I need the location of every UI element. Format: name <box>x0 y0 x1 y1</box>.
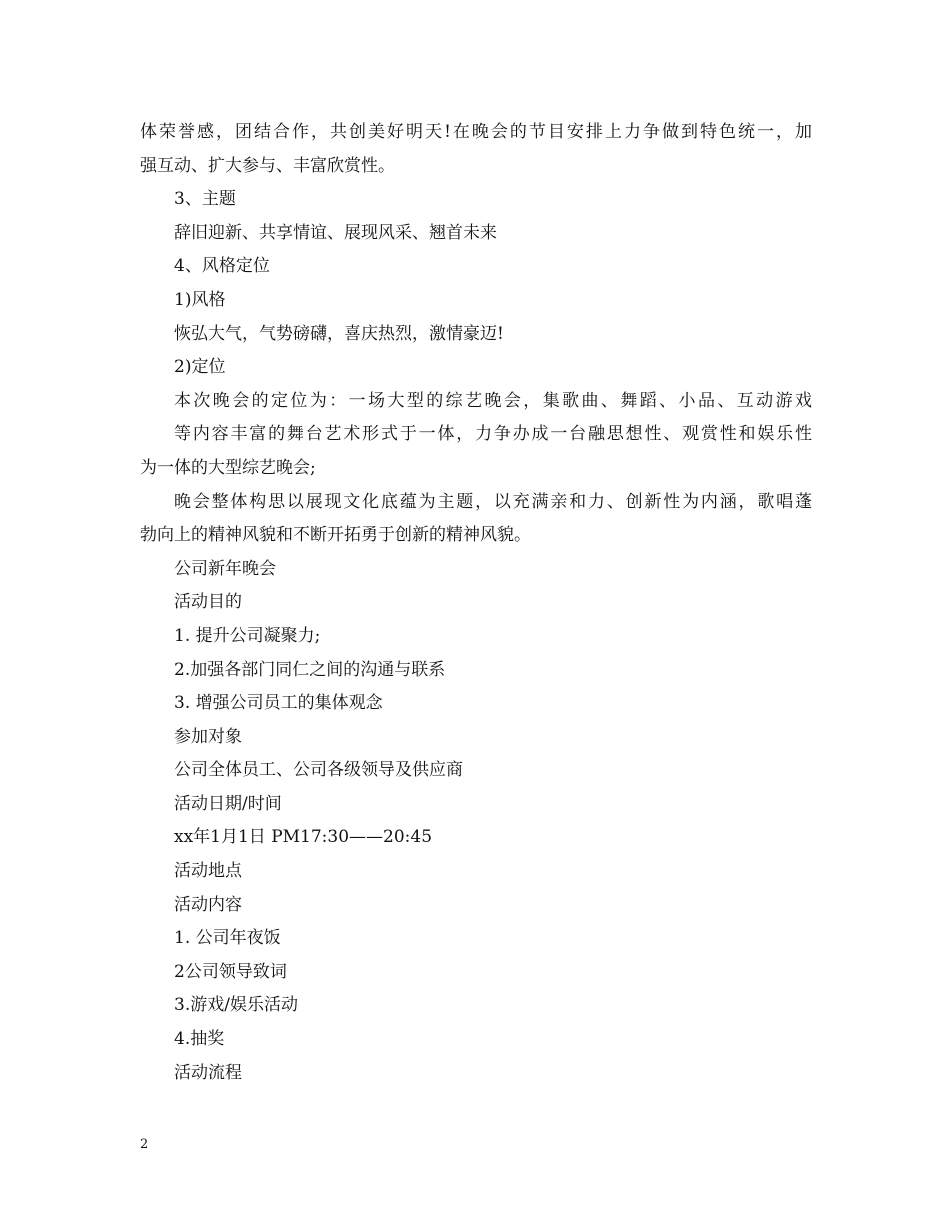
list-item: 2公司领导致词 <box>174 961 287 982</box>
section-heading: 活动流程 <box>174 1062 242 1083</box>
paragraph-line: 晚会整体构思以展现文化底蕴为主题，以充满亲和力、创新性为内涵，歌唱蓬 <box>174 491 812 512</box>
section-heading: 参加对象 <box>174 726 242 747</box>
paragraph-line: 恢弘大气，气势磅礴，喜庆热烈，激情豪迈! <box>174 323 504 344</box>
paragraph-line: 公司全体员工、公司各级领导及供应商 <box>174 760 463 781</box>
list-item: 4.抽奖 <box>174 1029 225 1050</box>
subsection-heading: 2)定位 <box>174 357 226 378</box>
subsection-heading: 1)风格 <box>174 289 226 310</box>
paragraph-line: 本次晚会的定位为：一场大型的综艺晚会，集歌曲、舞蹈、小品、互动游戏 <box>174 390 812 411</box>
list-item: 3.游戏/娱乐活动 <box>174 995 298 1016</box>
section-heading: 4、风格定位 <box>174 256 270 277</box>
document-body <box>140 116 812 1090</box>
paragraph-line: 等内容丰富的舞台艺术形式于一体，力争办成一台融思想性、观赏性和娱乐性 <box>174 424 812 445</box>
section-heading: 活动目的 <box>174 592 242 613</box>
page-number: 2 <box>140 1137 149 1152</box>
paragraph-line: 勃向上的精神风貌和不断开拓勇于创新的精神风貌。 <box>140 525 531 546</box>
list-item: 1. 公司年夜饭 <box>174 928 281 949</box>
section-heading: 3、主题 <box>174 189 236 210</box>
section-heading: 活动地点 <box>174 861 242 882</box>
paragraph-line: 为一体的大型综艺晚会; <box>140 457 316 478</box>
section-heading: 活动内容 <box>174 894 242 915</box>
paragraph-line: 强互动、扩大参与、丰富欣赏性。 <box>140 155 395 176</box>
list-item: 2.加强各部门同仁之间的沟通与联系 <box>174 659 446 680</box>
paragraph-line: 体荣誉感，团结合作，共创美好明天!在晚会的节目安排上力争做到特色统一，加 <box>140 122 812 142</box>
paragraph-line: 辞旧迎新、共享情谊、展现风采、翘首未来 <box>174 222 497 243</box>
section-heading: 公司新年晚会 <box>174 558 276 579</box>
list-item: 1. 提升公司凝聚力; <box>174 625 321 646</box>
paragraph-line: xx年1月1日 PM17:30——20:45 <box>174 827 433 848</box>
list-item: 3. 增强公司员工的集体观念 <box>174 693 383 714</box>
section-heading: 活动日期/时间 <box>174 793 282 814</box>
